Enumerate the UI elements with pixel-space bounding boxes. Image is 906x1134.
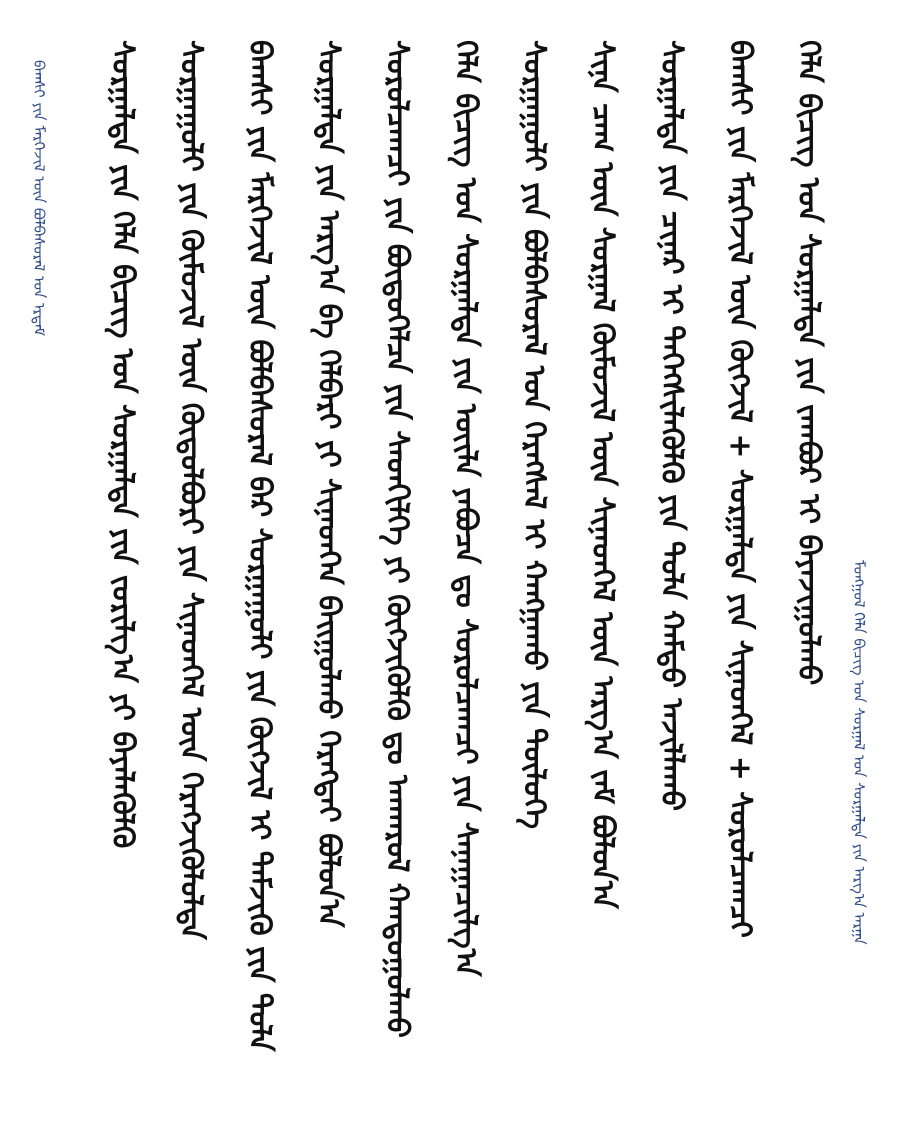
text-column: ᠬᠡᠯᠡ ᠪᠢᠴᠢᠭ ᠤᠨ ᠰᠤᠷᠭᠠᠯᠲᠠ ᠶᠢᠨ ᠦᠢᠯᠡ ᠶᠠᠪᠤᠴᠠ ᠳᠤ ᠰᠤᠷᠤᠯᠴᠠᠭᠴᠢ ᠶᠢᠨ ᠰᠠᠨᠠᠭᠠᠴᠢᠯᠭ᠎ᠠ: [447, 40, 483, 977]
running-footer: ᠮᠣᠩᠭᠣᠯ ᠬᠡᠯᠡ ᠪᠢᠴᠢᠭ ᠤᠨ ᠰᠤᠷᠭᠠᠯ ᠤᠨ ᠰᠤᠷᠭᠠᠯᠲᠠ ᠶᠢᠨ ᠠᠷᠭ᠎ᠠ ᠠᠷᠭᠠ: [850, 560, 868, 945]
running-header: ᠪᠠᠭᠰᠢ ᠶᠢᠨ ᠮᠡᠷᠭᠡᠵᠢᠯ ᠦᠨ ᠪᠣᠯᠪᠠᠰᠤᠷᠠᠯ ᠤᠨ ᠡᠷᠳᠡᠮ: [30, 60, 48, 337]
text-column: ᠰᠤᠷᠭᠠᠭᠤᠯᠢ ᠶᠢᠨ ᠪᠣᠯᠪᠠᠰᠤᠷᠠᠯ ᠤᠨ ᠬᠡᠷᠡᠭᠰᠡᠯ ᠢ ᠬᠠᠩᠭᠠᠬᠤ ᠶᠢᠨ ᠲᠥᠯᠥᠭᠡ: [516, 40, 552, 830]
text-column: ᠰᠤᠷᠭᠠᠯᠲᠠ ᠶᠢᠨ ᠬᠡᠯᠡ ᠪᠢᠴᠢᠭ ᠤᠨ ᠰᠤᠷᠭᠠᠯᠲᠠ ᠶᠢᠨ ᠵᠣᠷᠢᠯᠭ᠎ᠠ ᠶᠢ ᠪᠡᠶᠡᠯᠡᠭᠦᠯᠬᠦ: [105, 40, 140, 849]
text-column: ᠰᠤᠷᠭᠠᠯᠲᠠ ᠶᠢᠨ ᠴᠢᠨᠠᠷ ᠢ ᠳᠡᠭᠡᠭᠰᠢᠯᠡᠭᠦᠯᠬᠦ ᠶᠢᠨ ᠲᠤᠯᠠ ᠬᠠᠮᠲᠤ ᠠᠵᠢᠯᠯᠠᠬᠤ: [653, 40, 689, 812]
text-column: ᠰᠤᠷᠭᠠᠯᠲᠠ ᠶᠢᠨ ᠠᠷᠭ᠎ᠠ ᠪᠠ ᠬᠡᠯᠪᠡᠷᠢ ᠶᠢ ᠰᠢᠨᠡᠳᠭᠡᠨ ᠪᠠᠢᠭᠤᠯᠬᠤ ᠬᠡᠷᠡᠭᠲᠡᠢ ᠪᠣᠯᠤᠨ᠎ᠠ: [310, 40, 346, 928]
text-column: ᠪᠠᠭᠰᠢ ᠶᠢᠨ ᠮᠡᠷᠭᠡᠵᠢᠯ ᠦᠨ ᠬᠥᠭᠵᠢᠯ + ᠰᠤᠷᠭᠠᠯᠲᠠ ᠶᠢᠨ ᠰᠢᠨᠡᠳᠬᠡᠯ + ᠰᠤᠷᠤᠯᠴᠠᠭᠴᠢ: [722, 40, 758, 938]
text-column: ᠰᠤᠷᠤᠯᠴᠠᠭᠴᠢ ᠶᠢᠨ ᠪᠦᠲᠦᠭᠡᠯᠴᠡ ᠶᠢᠨ ᠰᠡᠳᠬᠢᠯᠭᠡ ᠶᠢ ᠬᠥᠭᠵᠢᠭᠦᠯᠬᠦ ᠳᠤ ᠠᠨᠬᠠᠷᠤᠯ ᠬᠠᠨᠳᠤᠭᠤᠯᠬᠤ: [379, 40, 415, 1038]
text-column: ᠪᠠᠭᠰᠢ ᠶᠢᠨ ᠮᠡᠷᠭᠡᠵᠢᠯ ᠦᠨ ᠪᠣᠯᠪᠠᠰᠤᠷᠠᠯ ᠪᠡᠷ ᠰᠤᠷᠭᠠᠭᠤᠯᠢ ᠶᠢᠨ ᠬᠥᠭᠵᠢᠯ ᠢ ᠳᠡᠮᠵᠢᠬᠦ ᠶᠢᠨ ᠲᠤᠯᠠ: [242, 40, 278, 1052]
body-text: [100, 40, 830, 1110]
text-column: ᠰᠤᠷᠭᠠᠭᠤᠯᠢ ᠶᠢᠨ ᠬᠦᠮᠦᠵᠢᠯ ᠦᠨ ᠬᠥᠲᠦᠯᠪᠦᠷᠢ ᠶᠢᠨ ᠰᠢᠨᠡᠳᠬᠡᠯ ᠦᠨ ᠬᠡᠷᠡᠭᠵᠢᠭᠦᠯᠦᠯᠲᠡ: [173, 40, 209, 940]
text-column: ᠰᠢᠨᠡ ᠴᠠᠭ ᠦᠨ ᠰᠤᠷᠭᠠᠯ ᠬᠦᠮᠦᠵᠢᠯ ᠦᠨ ᠰᠢᠨᠡᠳᠬᠡᠯ ᠦᠨ ᠠᠷᠭ᠎ᠠ ᠵᠠᠮ ᠪᠣᠯᠤᠨ᠎ᠠ: [585, 40, 621, 909]
text-column: ᠬᠡᠯᠡ ᠪᠢᠴᠢᠭ ᠤᠨ ᠰᠤᠷᠭᠠᠯᠲᠠ ᠶᠢᠨ ᠵᠠᠭᠪᠤᠷ ᠢ ᠪᠠᠶᠠᠵᠢᠭᠤᠯᠬᠤ: [790, 40, 826, 686]
